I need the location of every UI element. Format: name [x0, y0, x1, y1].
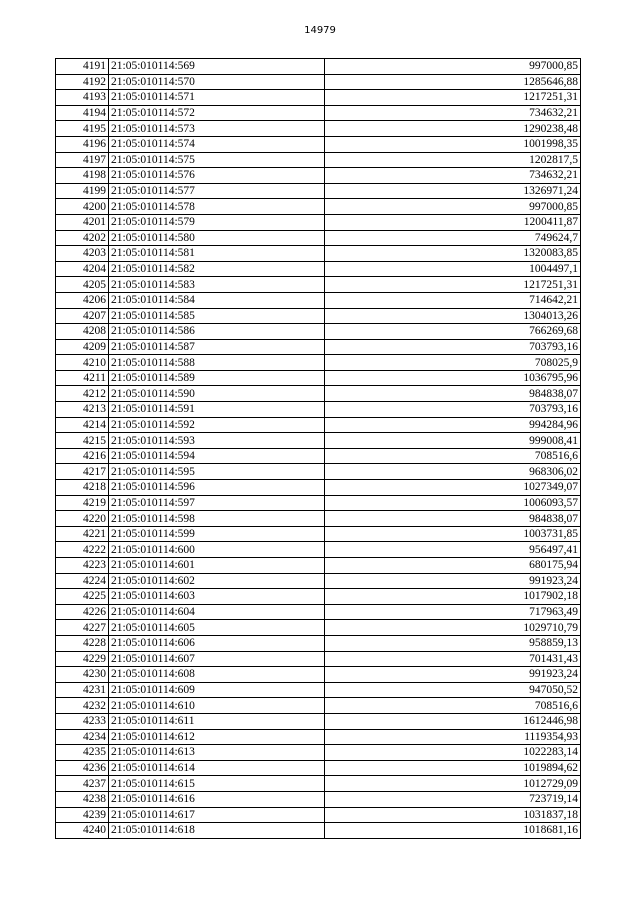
cadastral-value-cell: 1217251,31: [325, 90, 581, 106]
cadastral-number-cell: 21:05:010114:608: [109, 667, 325, 683]
row-number-cell: 4228: [56, 635, 109, 651]
cadastral-value-cell: 723719,14: [325, 791, 581, 807]
cadastral-number-cell: 21:05:010114:614: [109, 760, 325, 776]
cadastral-value-cell: 1612446,98: [325, 713, 581, 729]
cadastral-number-cell: 21:05:010114:618: [109, 823, 325, 839]
cadastral-value-cell: 1119354,93: [325, 729, 581, 745]
cadastral-number-cell: 21:05:010114:583: [109, 277, 325, 293]
cadastral-number-cell: 21:05:010114:617: [109, 807, 325, 823]
cadastral-value-cell: 701431,43: [325, 651, 581, 667]
row-number-cell: 4192: [56, 74, 109, 90]
table-row: [56, 448, 581, 464]
table-row: [56, 105, 581, 121]
table-row: [56, 495, 581, 511]
cadastral-number-cell: 21:05:010114:575: [109, 152, 325, 168]
cadastral-number-cell: 21:05:010114:571: [109, 90, 325, 106]
table-row: [56, 729, 581, 745]
cadastral-number-cell: 21:05:010114:616: [109, 791, 325, 807]
table-row: [56, 604, 581, 620]
cadastral-number-cell: 21:05:010114:572: [109, 105, 325, 121]
cadastral-value-cell: 708516,6: [325, 448, 581, 464]
cadastral-number-cell: 21:05:010114:595: [109, 464, 325, 480]
row-number-cell: 4195: [56, 121, 109, 137]
cadastral-number-cell: 21:05:010114:612: [109, 729, 325, 745]
cadastral-number-cell: 21:05:010114:579: [109, 214, 325, 230]
row-number-cell: 4230: [56, 667, 109, 683]
row-number-cell: 4197: [56, 152, 109, 168]
cadastral-value-cell: 703793,16: [325, 402, 581, 418]
cadastral-value-cell: 984838,07: [325, 386, 581, 402]
row-number-cell: 4224: [56, 573, 109, 589]
cadastral-number-cell: 21:05:010114:593: [109, 433, 325, 449]
cadastral-value-cell: 703793,16: [325, 339, 581, 355]
cadastral-number-cell: 21:05:010114:613: [109, 745, 325, 761]
cadastral-value-cell: 1285646,88: [325, 74, 581, 90]
row-number-cell: 4207: [56, 308, 109, 324]
cadastral-number-cell: 21:05:010114:581: [109, 246, 325, 262]
row-number-cell: 4234: [56, 729, 109, 745]
table-row: [56, 230, 581, 246]
table-row: [56, 760, 581, 776]
cadastral-value-cell: 1200411,87: [325, 214, 581, 230]
cadastral-number-cell: 21:05:010114:606: [109, 635, 325, 651]
cadastral-value-cell: 956497,41: [325, 542, 581, 558]
row-number-cell: 4239: [56, 807, 109, 823]
cadastral-number-cell: 21:05:010114:603: [109, 589, 325, 605]
cadastral-number-cell: 21:05:010114:604: [109, 604, 325, 620]
row-number-cell: 4226: [56, 604, 109, 620]
table-row: [56, 355, 581, 371]
cadastral-number-cell: 21:05:010114:586: [109, 324, 325, 340]
table-row: [56, 277, 581, 293]
cadastral-number-cell: 21:05:010114:587: [109, 339, 325, 355]
cadastral-number-cell: 21:05:010114:615: [109, 776, 325, 792]
cadastral-number-cell: 21:05:010114:610: [109, 698, 325, 714]
table-row: [56, 121, 581, 137]
row-number-cell: 4209: [56, 339, 109, 355]
cadastral-number-cell: 21:05:010114:600: [109, 542, 325, 558]
row-number-cell: 4199: [56, 183, 109, 199]
row-number-cell: 4205: [56, 277, 109, 293]
cadastral-number-cell: 21:05:010114:582: [109, 261, 325, 277]
row-number-cell: 4212: [56, 386, 109, 402]
row-number-cell: 4237: [56, 776, 109, 792]
table-body: [56, 59, 581, 839]
cadastral-value-cell: 1022283,14: [325, 745, 581, 761]
cadastral-value-cell: 734632,21: [325, 105, 581, 121]
cadastral-value-cell: 749624,7: [325, 230, 581, 246]
table-row: [56, 308, 581, 324]
cadastral-number-cell: 21:05:010114:594: [109, 448, 325, 464]
cadastral-number-cell: 21:05:010114:570: [109, 74, 325, 90]
cadastral-number-cell: 21:05:010114:599: [109, 526, 325, 542]
cadastral-number-cell: 21:05:010114:589: [109, 370, 325, 386]
cadastral-value-cell: 1003731,85: [325, 526, 581, 542]
cadastral-value-cell: 958859,13: [325, 635, 581, 651]
table-row: [56, 261, 581, 277]
table-row: [56, 480, 581, 496]
row-number-cell: 4223: [56, 558, 109, 574]
cadastral-number-cell: 21:05:010114:605: [109, 620, 325, 636]
table-row: [56, 324, 581, 340]
cadastral-value-cell: 680175,94: [325, 558, 581, 574]
cadastral-number-cell: 21:05:010114:573: [109, 121, 325, 137]
table-row: [56, 74, 581, 90]
table-row: [56, 620, 581, 636]
cadastral-number-cell: 21:05:010114:588: [109, 355, 325, 371]
cadastral-value-cell: 717963,49: [325, 604, 581, 620]
row-number-cell: 4235: [56, 745, 109, 761]
cadastral-value-cell: 1019894,62: [325, 760, 581, 776]
row-number-cell: 4191: [56, 59, 109, 75]
cadastral-value-cell: 994284,96: [325, 417, 581, 433]
table-row: [56, 698, 581, 714]
table-row: [56, 386, 581, 402]
table-row: [56, 511, 581, 527]
row-number-cell: 4210: [56, 355, 109, 371]
table-row: [56, 635, 581, 651]
table-row: [56, 745, 581, 761]
cadastral-number-cell: 21:05:010114:584: [109, 292, 325, 308]
cadastral-value-cell: 1006093,57: [325, 495, 581, 511]
row-number-cell: 4208: [56, 324, 109, 340]
row-number-cell: 4201: [56, 214, 109, 230]
cadastral-value-cell: 991923,24: [325, 667, 581, 683]
table-row: [56, 558, 581, 574]
table-row: [56, 776, 581, 792]
row-number-cell: 4194: [56, 105, 109, 121]
row-number-cell: 4227: [56, 620, 109, 636]
row-number-cell: 4216: [56, 448, 109, 464]
row-number-cell: 4219: [56, 495, 109, 511]
cadastral-value-cell: 999008,41: [325, 433, 581, 449]
table-row: [56, 589, 581, 605]
row-number-cell: 4203: [56, 246, 109, 262]
cadastral-number-cell: 21:05:010114:598: [109, 511, 325, 527]
cadastral-value-cell: 1320083,85: [325, 246, 581, 262]
row-number-cell: 4221: [56, 526, 109, 542]
cadastral-value-cell: 1202817,5: [325, 152, 581, 168]
table-row: [56, 651, 581, 667]
row-number-cell: 4225: [56, 589, 109, 605]
cadastral-value-cell: 984838,07: [325, 511, 581, 527]
cadastral-value-cell: 1290238,48: [325, 121, 581, 137]
row-number-cell: 4196: [56, 136, 109, 152]
cadastral-number-cell: 21:05:010114:601: [109, 558, 325, 574]
cadastral-value-cell: 766269,68: [325, 324, 581, 340]
cadastral-value-cell: 1004497,1: [325, 261, 581, 277]
table-row: [56, 823, 581, 839]
cadastral-number-cell: 21:05:010114:597: [109, 495, 325, 511]
cadastral-value-cell: 1027349,07: [325, 480, 581, 496]
table-row: [56, 402, 581, 418]
cadastral-value-cell: 997000,85: [325, 59, 581, 75]
table-row: [56, 573, 581, 589]
row-number-cell: 4222: [56, 542, 109, 558]
cadastral-value-cell: 1036795,96: [325, 370, 581, 386]
cadastral-value-cell: 968306,02: [325, 464, 581, 480]
row-number-cell: 4202: [56, 230, 109, 246]
row-number-cell: 4231: [56, 682, 109, 698]
table-row: [56, 682, 581, 698]
cadastral-value-cell: 1031837,18: [325, 807, 581, 823]
cadastral-number-cell: 21:05:010114:596: [109, 480, 325, 496]
row-number-cell: 4214: [56, 417, 109, 433]
row-number-cell: 4240: [56, 823, 109, 839]
table-row: [56, 791, 581, 807]
row-number-cell: 4236: [56, 760, 109, 776]
table-row: [56, 433, 581, 449]
table-row: [56, 713, 581, 729]
cadastral-number-cell: 21:05:010114:602: [109, 573, 325, 589]
row-number-cell: 4217: [56, 464, 109, 480]
table-row: [56, 168, 581, 184]
cadastral-number-cell: 21:05:010114:577: [109, 183, 325, 199]
row-number-cell: 4193: [56, 90, 109, 106]
table-row: [56, 214, 581, 230]
cadastral-value-cell: 1304013,26: [325, 308, 581, 324]
row-number-cell: 4218: [56, 480, 109, 496]
cadastral-number-cell: 21:05:010114:578: [109, 199, 325, 215]
table-row: [56, 807, 581, 823]
table-row: [56, 246, 581, 262]
cadastral-number-cell: 21:05:010114:569: [109, 59, 325, 75]
table-row: [56, 667, 581, 683]
row-number-cell: 4198: [56, 168, 109, 184]
cadastral-value-cell: 1001998,35: [325, 136, 581, 152]
cadastral-number-cell: 21:05:010114:580: [109, 230, 325, 246]
row-number-cell: 4238: [56, 791, 109, 807]
table-row: [56, 90, 581, 106]
table-row: [56, 339, 581, 355]
cadastral-number-cell: 21:05:010114:607: [109, 651, 325, 667]
cadastral-value-cell: 734632,21: [325, 168, 581, 184]
cadastral-value-cell: 708025,9: [325, 355, 581, 371]
cadastral-number-cell: 21:05:010114:585: [109, 308, 325, 324]
table-row: [56, 417, 581, 433]
row-number-cell: 4215: [56, 433, 109, 449]
table-row: [56, 59, 581, 75]
table-row: [56, 526, 581, 542]
row-number-cell: 4229: [56, 651, 109, 667]
row-number-cell: 4200: [56, 199, 109, 215]
cadastral-number-cell: 21:05:010114:590: [109, 386, 325, 402]
cadastral-value-table: [55, 58, 581, 839]
row-number-cell: 4232: [56, 698, 109, 714]
table-row: [56, 152, 581, 168]
cadastral-number-cell: 21:05:010114:611: [109, 713, 325, 729]
table-row: [56, 464, 581, 480]
row-number-cell: 4211: [56, 370, 109, 386]
table-row: [56, 136, 581, 152]
row-number-cell: 4206: [56, 292, 109, 308]
row-number-cell: 4213: [56, 402, 109, 418]
cadastral-value-cell: 708516,6: [325, 698, 581, 714]
cadastral-value-cell: 1029710,79: [325, 620, 581, 636]
cadastral-number-cell: 21:05:010114:592: [109, 417, 325, 433]
cadastral-value-cell: 1326971,24: [325, 183, 581, 199]
table-row: [56, 542, 581, 558]
cadastral-value-cell: 714642,21: [325, 292, 581, 308]
cadastral-value-cell: 997000,85: [325, 199, 581, 215]
cadastral-value-cell: 1018681,16: [325, 823, 581, 839]
cadastral-number-cell: 21:05:010114:609: [109, 682, 325, 698]
cadastral-number-cell: 21:05:010114:591: [109, 402, 325, 418]
row-number-cell: 4220: [56, 511, 109, 527]
cadastral-value-cell: 1012729,09: [325, 776, 581, 792]
cadastral-value-cell: 1017902,18: [325, 589, 581, 605]
row-number-cell: 4204: [56, 261, 109, 277]
row-number-cell: 4233: [56, 713, 109, 729]
cadastral-value-cell: 947050,52: [325, 682, 581, 698]
table-row: [56, 199, 581, 215]
cadastral-number-cell: 21:05:010114:574: [109, 136, 325, 152]
cadastral-number-cell: 21:05:010114:576: [109, 168, 325, 184]
cadastral-value-cell: 991923,24: [325, 573, 581, 589]
cadastral-value-cell: 1217251,31: [325, 277, 581, 293]
table-row: [56, 370, 581, 386]
page-number: 14979: [304, 25, 336, 36]
table-row: [56, 292, 581, 308]
table-row: [56, 183, 581, 199]
